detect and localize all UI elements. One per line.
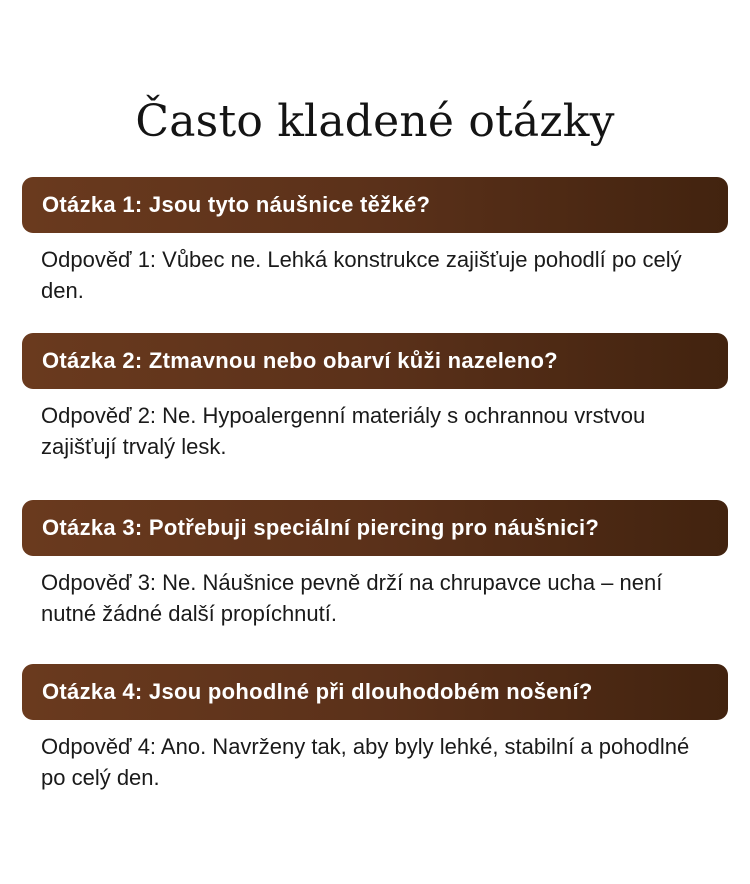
faq-question-3[interactable]: Otázka 3: Potřebuji speciální piercing pro náušnici? — [22, 500, 728, 556]
faq-question-1[interactable]: Otázka 1: Jsou tyto náušnice těžké? — [22, 177, 728, 233]
faq-question-2[interactable]: Otázka 2: Ztmavnou nebo obarví kůži nazeleno? — [22, 333, 728, 389]
faq-item-2 — [22, 333, 728, 462]
faq-item-3 — [22, 500, 728, 629]
faq-answer-2: Odpověď 2: Ne. Hypoalergenní materiály s ochrannou vrstvou zajišťují trvalý lesk. — [41, 403, 646, 459]
faq-answer-1: Odpověď 1: Vůbec ne. Lehká konstrukce zajišťuje pohodlí po celý den. — [41, 247, 682, 303]
faq-item-4 — [22, 664, 728, 793]
faq-question-4[interactable]: Otázka 4: Jsou pohodlné při dlouhodobém nošení? — [22, 664, 728, 720]
page-title: Často kladené otázky — [135, 96, 615, 147]
faq-answer-3: Odpověď 3: Ne. Náušnice pevně drží na chrupavce ucha – není nutné žádné další propíchnutí. — [41, 570, 663, 626]
faq-answer-4: Odpověď 4: Ano. Navrženy tak, aby byly lehké, stabilní a pohodlné po celý den. — [41, 734, 690, 790]
faq-item-1 — [22, 177, 728, 306]
